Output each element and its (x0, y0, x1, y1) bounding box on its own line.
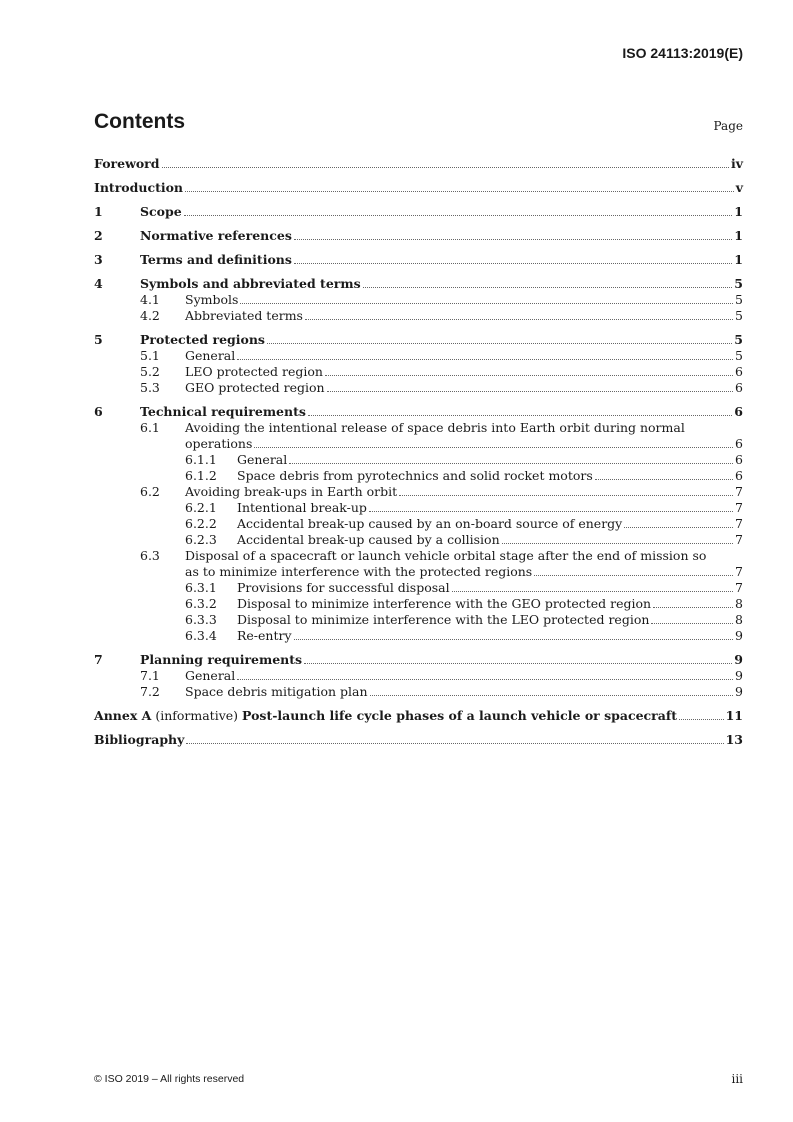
toc-entry-page: 9 (734, 652, 743, 667)
toc-entry-text: Intentional break-up (237, 500, 367, 515)
toc-entry-section-6-3-continued[interactable] (94, 564, 743, 580)
toc-entry-page: 1 (734, 204, 743, 219)
toc-entry-text: General (237, 452, 288, 467)
leader-dots (399, 495, 733, 496)
toc-entry-text: Space debris mitigation plan (185, 684, 368, 699)
leader-dots (534, 575, 733, 576)
toc-entry-page: 1 (734, 228, 743, 243)
leader-dots (325, 375, 733, 376)
toc-entry-page: 5 (734, 332, 743, 347)
toc-entry-page: 5 (735, 292, 743, 307)
leader-dots (308, 415, 732, 416)
toc-entry-section-6-3[interactable] (94, 548, 743, 564)
leader-dots (452, 591, 733, 592)
toc-entry-text: Introduction (94, 180, 184, 195)
toc-entry-section-3[interactable] (94, 252, 743, 268)
toc-entry-text: GEO protected region (185, 380, 325, 395)
toc-entry-number: 4.1 (140, 292, 160, 307)
toc-entry-page: 6 (735, 468, 743, 483)
toc-entry-page: 9 (735, 628, 743, 643)
toc-entry-section-5-1[interactable] (94, 348, 743, 364)
toc-entry-page: 6 (735, 380, 743, 395)
toc-entry-section-2[interactable] (94, 228, 743, 244)
toc-entry-section-5[interactable] (94, 332, 743, 348)
leader-dots (624, 527, 733, 528)
toc-entry-text: Accidental break-up caused by a collision (237, 532, 500, 547)
toc-entry-section-6-2[interactable] (94, 484, 743, 500)
toc-entry-page: 8 (735, 612, 743, 627)
leader-dots (185, 191, 734, 192)
annex-title: Post-launch life cycle phases of a launch vehicle or spacecraft (242, 708, 678, 723)
leader-dots (237, 679, 733, 680)
toc-entry-section-4-1[interactable] (94, 292, 743, 308)
toc-entry-number: 6.3.1 (185, 580, 217, 595)
toc-entry-number: 4.2 (140, 308, 160, 323)
toc-entry-page: 6 (735, 364, 743, 379)
leader-dots (294, 263, 732, 264)
toc-entry-number: 6.3 (140, 548, 160, 563)
toc-entry-text: General (185, 348, 236, 363)
toc-entry-page: 7 (735, 484, 743, 499)
leader-dots (327, 391, 733, 392)
toc-entry-text: Symbols (185, 292, 239, 307)
toc-entry-number: 6.1 (140, 420, 160, 435)
toc-entry-text: Abbreviated terms (185, 308, 303, 323)
toc-entry-section-6[interactable] (94, 404, 743, 420)
toc-entry-number: 7.2 (140, 684, 160, 699)
leader-dots (162, 167, 729, 168)
toc-entry-page: 9 (735, 684, 743, 699)
toc-entry-page: 7 (735, 500, 743, 515)
toc-entry-foreword[interactable] (94, 156, 743, 172)
toc-entry-section-5-2[interactable] (94, 364, 743, 380)
toc-entry-number: 6.3.4 (185, 628, 217, 643)
leader-dots (679, 719, 724, 720)
toc-entry-page: 6 (735, 436, 743, 451)
toc-entry-number: 6.2.2 (185, 516, 217, 531)
toc-entry-section-6-3-1[interactable] (94, 580, 743, 596)
annex-label: Annex A (94, 708, 152, 723)
toc-entry-page: 7 (735, 532, 743, 547)
leader-dots (254, 447, 733, 448)
toc-entry-number: 6 (94, 404, 103, 419)
toc-entry-number: 7.1 (140, 668, 160, 683)
toc-entry-text: Symbols and abbreviated terms (140, 276, 361, 291)
toc-entry-page: 7 (735, 580, 743, 595)
annex-qualifier: (informative) (155, 708, 239, 723)
toc-entry-page: 6 (734, 404, 743, 419)
toc-entry-number: 6.3.2 (185, 596, 217, 611)
toc-entry-annex-a[interactable] (94, 708, 743, 724)
table-of-contents (94, 154, 743, 748)
toc-entry-number: 3 (94, 252, 103, 267)
leader-dots (267, 343, 732, 344)
leader-dots (289, 463, 733, 464)
toc-entry-text: Disposal of a spacecraft or launch vehicle orbital stage after the end of mission so (185, 548, 707, 563)
toc-entry-number: 5 (94, 332, 103, 347)
toc-entry-number: 6.2.1 (185, 500, 217, 515)
toc-entry-text: Provisions for successful disposal (237, 580, 450, 595)
toc-entry-text: Planning requirements (140, 652, 303, 667)
toc-entry-introduction[interactable] (94, 180, 743, 196)
toc-entry-text: Protected regions (140, 332, 265, 347)
toc-entry-text: Re-entry (237, 628, 292, 643)
leader-dots (184, 215, 733, 216)
leader-dots (502, 543, 733, 544)
toc-entry-number: 6.2.3 (185, 532, 217, 547)
toc-entry-section-6-3-2[interactable] (94, 596, 743, 612)
toc-entry-number: 6.1.1 (185, 452, 217, 467)
toc-entry-page: 1 (734, 252, 743, 267)
toc-entry-text: Technical requirements (140, 404, 306, 419)
toc-entry-number: 5.1 (140, 348, 160, 363)
toc-entry-section-4[interactable] (94, 276, 743, 292)
toc-entry-number: 6.2 (140, 484, 160, 499)
toc-entry-page: 9 (735, 668, 743, 683)
toc-entry-page: iv (730, 156, 743, 171)
toc-entry-section-4-2[interactable] (94, 308, 743, 324)
toc-entry-text: Terms and definitions (140, 252, 292, 267)
toc-entry-bibliography[interactable] (94, 732, 743, 748)
toc-entry-number: 6.1.2 (185, 468, 217, 483)
footer-page-number: iii (731, 1072, 743, 1086)
toc-entry-text: operations (185, 436, 253, 451)
toc-entry-number: 5.3 (140, 380, 160, 395)
toc-entry-number: 4 (94, 276, 103, 291)
document-id: ISO 24113:2019(E) (622, 45, 743, 61)
toc-entry-section-6-2-3[interactable] (94, 532, 743, 548)
toc-entry-section-7[interactable] (94, 652, 743, 668)
toc-entry-section-6-1-2[interactable] (94, 468, 743, 484)
toc-entry-text: Foreword (94, 156, 160, 171)
toc-entry-text: Disposal to minimize interference with the GEO protected region (237, 596, 652, 611)
toc-entry-text: Normative references (140, 228, 292, 243)
leader-dots (651, 623, 733, 624)
toc-entry-page: 6 (735, 452, 743, 467)
toc-entry-text: Avoiding break-ups in Earth orbit (185, 484, 398, 499)
toc-entry-number: 6.3.3 (185, 612, 217, 627)
toc-entry-number: 1 (94, 204, 103, 219)
toc-entry-text (94, 708, 677, 724)
toc-entry-section-6-2-1[interactable] (94, 500, 743, 516)
leader-dots (370, 695, 733, 696)
toc-entry-number: 7 (94, 652, 103, 667)
toc-entry-section-6-1[interactable] (94, 420, 743, 436)
toc-entry-page: 5 (735, 308, 743, 323)
toc-entry-section-7-2[interactable] (94, 684, 743, 700)
toc-entry-section-6-1-1[interactable] (94, 452, 743, 468)
toc-entry-page: 11 (725, 708, 743, 723)
leader-dots (305, 319, 733, 320)
toc-entry-text: Disposal to minimize interference with the LEO protected region (237, 612, 650, 627)
toc-entry-page: v (735, 180, 743, 195)
toc-entry-text: Scope (140, 204, 182, 219)
toc-entry-text: General (185, 668, 236, 683)
leader-dots (595, 479, 733, 480)
toc-entry-page: 7 (735, 516, 743, 531)
toc-entry-page: 13 (725, 732, 743, 747)
toc-entry-page: 7 (735, 564, 743, 579)
page-column-label: Page (713, 119, 743, 133)
leader-dots (237, 359, 733, 360)
toc-entry-text: Bibliography (94, 732, 185, 747)
leader-dots (294, 639, 734, 640)
toc-entry-text: LEO protected region (185, 364, 323, 379)
copyright-notice: © ISO 2019 – All rights reserved (94, 1073, 245, 1085)
toc-entry-page: 8 (735, 596, 743, 611)
toc-entry-section-6-1-continued[interactable] (94, 436, 743, 452)
toc-entry-number: 5.2 (140, 364, 160, 379)
toc-entry-text: Space debris from pyrotechnics and solid rocket motors (237, 468, 593, 483)
toc-entry-page: 5 (734, 276, 743, 291)
toc-entry-text: Avoiding the intentional release of space debris into Earth orbit during normal (185, 420, 685, 435)
toc-entry-section-6-2-2[interactable] (94, 516, 743, 532)
leader-dots (294, 239, 732, 240)
toc-entry-section-5-3[interactable] (94, 380, 743, 396)
toc-entry-section-7-1[interactable] (94, 668, 743, 684)
toc-entry-section-1[interactable] (94, 204, 743, 220)
toc-entry-section-6-3-3[interactable] (94, 612, 743, 628)
leader-dots (363, 287, 733, 288)
leader-dots (653, 607, 733, 608)
leader-dots (186, 743, 723, 744)
toc-entry-number: 2 (94, 228, 103, 243)
leader-dots (304, 663, 732, 664)
leader-dots (369, 511, 733, 512)
toc-entry-page: 5 (735, 348, 743, 363)
toc-entry-text: Accidental break-up caused by an on-board source of energy (237, 516, 623, 531)
toc-entry-section-6-3-4[interactable] (94, 628, 743, 644)
toc-entry-text: as to minimize interference with the protected regions (185, 564, 533, 579)
contents-title: Contents (94, 110, 185, 133)
leader-dots (240, 303, 733, 304)
